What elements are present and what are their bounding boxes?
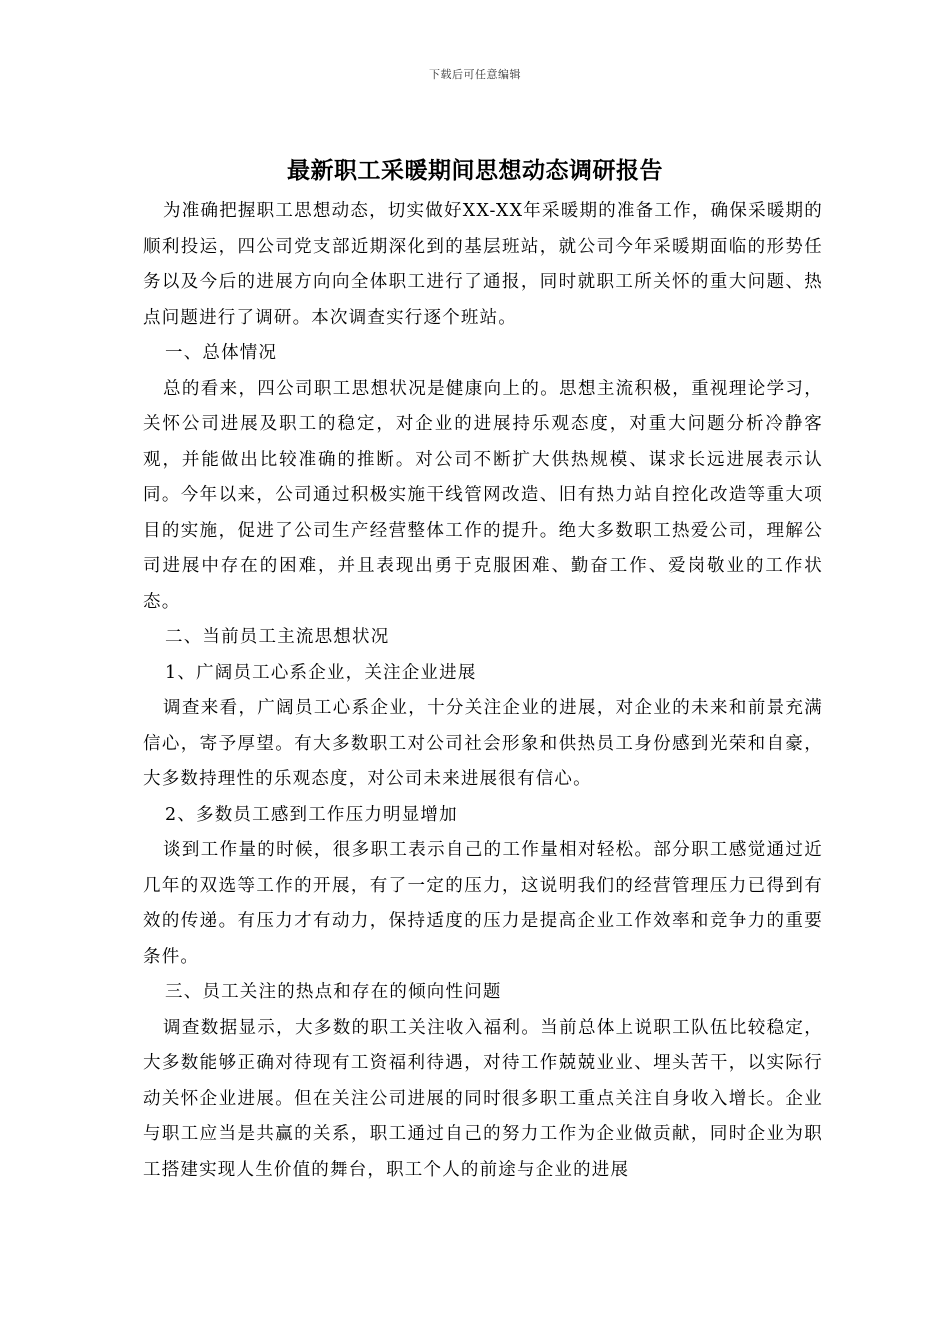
paragraph-intro: 为准确把握职工思想动态，切实做好XX-XX年采暖期的准备工作，确保采暖期的顺利投运，四公司党支部近期深化到的基层班站，就公司今年采暖期面临的形势任务以及今后的进展方向向全体职工进行了通报，同时就职工所关怀的重大问题、热点问题进行了调研。本次调查实行逐个班站。 bbox=[143, 201, 823, 328]
paragraph-overall: 总的看来，四公司职工思想状况是健康向上的。思想主流积极，重视理论学习，关怀公司进展及职工的稳定，对企业的进展持乐观态度，对重大问题分析冷静客观，并能做出比较准确的推断。对公司不断扩大供热规模、谋求长远进展表示认同。今年以来，公司通过积极实施干线管网改造、旧有热力站自控化改造等重大项目的实施，促进了公司生产经营整体工作的提升。绝大多数职工热爱公司，理解公司进展中存在的困难，并且表现出勇于克服困难、勤奋工作、爱岗敬业的工作状态。 bbox=[143, 378, 823, 612]
paragraph-care-enterprise: 调查来看，广阔员工心系企业，十分关注企业的进展，对企业的未来和前景充满信心，寄予厚望。有大多数职工对公司社会形象和供热员工身份感到光荣和自豪，大多数持理性的乐观态度，对公司未来进展很有信心。 bbox=[143, 698, 823, 789]
document-title: 最新职工采暖期间思想动态调研报告 bbox=[287, 157, 663, 184]
section-heading-overall: 一、总体情况 bbox=[165, 343, 278, 363]
document-body bbox=[143, 194, 823, 1188]
paragraph-hot-issues: 调查数据显示，大多数的职工关注收入福利。当前总体上说职工队伍比较稳定，大多数能够正确对待现有工资福利待遇，对待工作兢兢业业、埋头苦干，以实际行动关怀企业进展。但在关注公司进展的同时很多职工重点关注自身收入增长。企业与职工应当是共赢的关系，职工通过自己的努力工作为企业做贡献，同时企业为职工搭建实现人生价值的舞台，职工个人的前途与企业的进展 bbox=[143, 1017, 823, 1180]
section-heading-hot-issues: 三、员工关注的热点和存在的倾向性问题 bbox=[165, 982, 502, 1002]
header-note: 下载后可任意编辑 bbox=[429, 68, 521, 81]
subheading-care-enterprise: 1、广阔员工心系企业，关注企业进展 bbox=[165, 662, 477, 683]
section-heading-mainstream: 二、当前员工主流思想状况 bbox=[165, 627, 390, 647]
paragraph-work-pressure: 谈到工作量的时候，很多职工表示自己的工作量相对轻松。部分职工感觉通过近几年的双选等工作的开展，有了一定的压力，这说明我们的经营管理压力已得到有效的传递。有压力才有动力，保持适度的压力是提高企业工作效率和竞争力的重要条件。 bbox=[143, 840, 823, 967]
subheading-work-pressure: 2、多数员工感到工作压力明显增加 bbox=[165, 804, 458, 825]
